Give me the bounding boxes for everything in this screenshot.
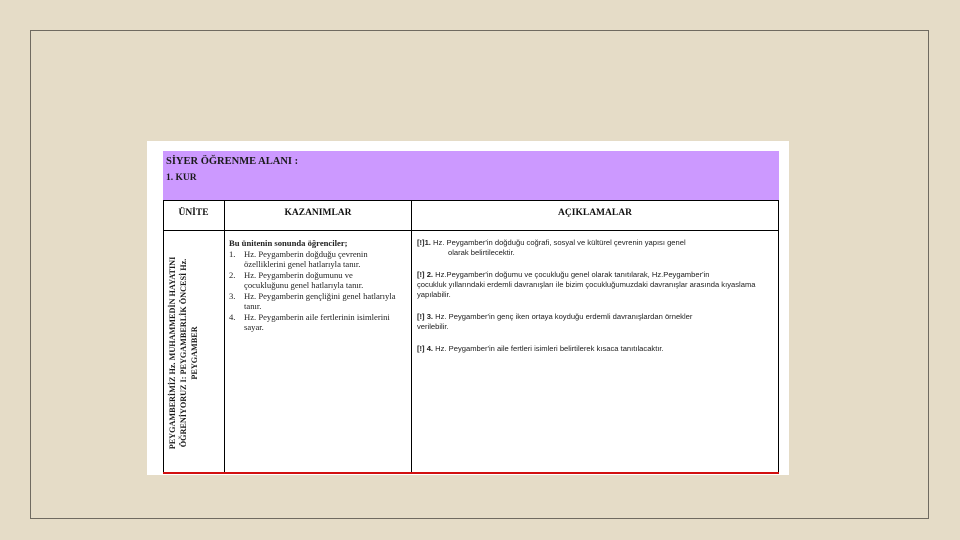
table-border-right — [778, 200, 779, 473]
gain-text: Hz. Peygamberin doğumunu ve çocukluğunu genel hatlarıyla tanır. — [244, 269, 364, 290]
learning-area-title: SİYER ÖĞRENME ALANI : — [166, 156, 299, 167]
column-header-gains: KAZANIMLAR — [284, 208, 352, 218]
gain-item — [229, 312, 397, 333]
gain-number: 3. — [229, 290, 236, 301]
gain-number: 2. — [229, 269, 236, 280]
note-continuation: çocukluk yıllarındaki erdemli davranışları ile bizim çocukluğumuzdaki davranışlar arasında kıyaslama yapılabilir. — [417, 280, 756, 299]
header-band — [163, 151, 779, 200]
note-item — [417, 344, 777, 354]
note-tag: [!] 4. — [417, 344, 434, 353]
gain-number: 1. — [229, 248, 236, 259]
gain-item — [229, 270, 397, 291]
note-item — [417, 238, 777, 258]
gains-intro: Bu ünitenin sonunda öğrenciler; — [229, 238, 348, 248]
note-continuation: olarak belirtilecektir. — [448, 248, 515, 257]
column-header-notes: AÇIKLAMALAR — [558, 208, 632, 218]
column-header-unit: ÜNİTE — [178, 208, 209, 218]
notes-cell — [417, 238, 777, 366]
note-text: Hz.Peygamber'in doğumu ve çocukluğu genel olarak tanıtılarak, Hz.Peygamber'in — [435, 270, 710, 279]
note-text: Hz. Peygamber'in aile fertleri isimleri belirtilerek kısaca tanıtılacaktır. — [435, 344, 664, 353]
note-item — [417, 270, 777, 300]
gains-cell — [229, 238, 397, 333]
curriculum-table — [163, 200, 779, 473]
note-text: Hz. Peygamber'in genç iken ortaya koyduğu erdemli davranışlardan örnekler — [435, 312, 693, 321]
note-continuation: verilebilir. — [417, 322, 449, 331]
gain-number: 4. — [229, 311, 236, 322]
level-label: 1. KUR — [166, 173, 197, 183]
note-tag: [!] 2. — [417, 270, 434, 279]
gain-text: Hz. Peygamberin gençliğini genel hatlarıyla tanır. — [244, 290, 396, 311]
gain-text: Hz. Peygamberin aile fertlerinin isimlerini sayar. — [244, 311, 390, 332]
table-top-border — [163, 200, 779, 201]
table-divider-2 — [411, 200, 412, 473]
unit-title: PEYGAMBERİMİZ Hz. MUHAMMEDİN HAYATINI ÖĞRENİYORUZ I: PEYGAMBERLİK ÖNCESİ Hz. PEYGAMBER — [168, 256, 199, 450]
note-item — [417, 312, 777, 332]
gain-item — [229, 249, 397, 270]
gain-text: Hz. Peygamberin doğduğu çevrenin özelliklerini genel hatlarıyla tanır. — [244, 248, 368, 269]
table-bottom-border — [163, 472, 779, 474]
note-text: Hz. Peygamber'in doğduğu coğrafi, sosyal ve kültürel çevrenin yapısı genel — [433, 238, 686, 247]
header-row-divider — [163, 230, 779, 231]
gain-item — [229, 291, 397, 312]
note-tag: [!] 3. — [417, 312, 434, 321]
note-tag: [!]1. — [417, 238, 431, 247]
document-image — [147, 141, 789, 475]
unit-cell — [163, 231, 225, 473]
